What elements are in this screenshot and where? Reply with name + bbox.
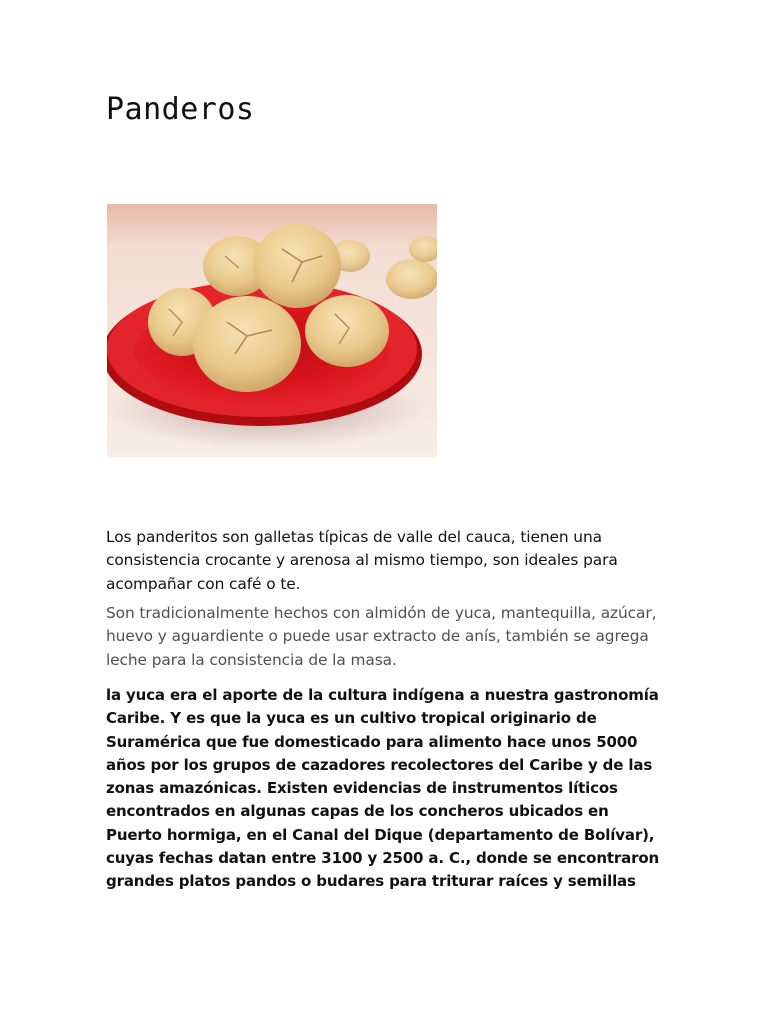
paragraph-intro: Los panderitos son galletas típicas de valle del cauca, tienen una consistencia crocante y arenosa al mismo tiempo, son ideales para acompañar con café o te. bbox=[106, 528, 618, 593]
paragraph-ingredients: Son tradicionalmente hechos con almidón de yuca, mantequilla, azúcar, huevo y aguardiente o puede usar extracto de anís, también se agrega leche para la consistencia de la masa. bbox=[106, 604, 657, 669]
document-title: Panderos bbox=[106, 92, 255, 127]
panderos-photo bbox=[107, 204, 437, 457]
paragraph-history: la yuca era el aporte de la cultura indígena a nuestra gastronomía Caribe. Y es que la yuca es un cultivo tropical originario de Suramérica que fue domesticado para alimento hace unos 5000 años por los grupos de cazadores recolectores del Caribe y de las zonas amazónicas. Existen evidencias de instrumentos líticos encontrados en algunas capas de los concheros ubicados en Puerto hormiga, en el Canal del Dique (departamento de Bolívar), cuyas fechas datan entre 3100 y 2500 a. C., donde se encontraron grandes platos pandos o budares para triturar raíces y semillas bbox=[106, 686, 660, 891]
